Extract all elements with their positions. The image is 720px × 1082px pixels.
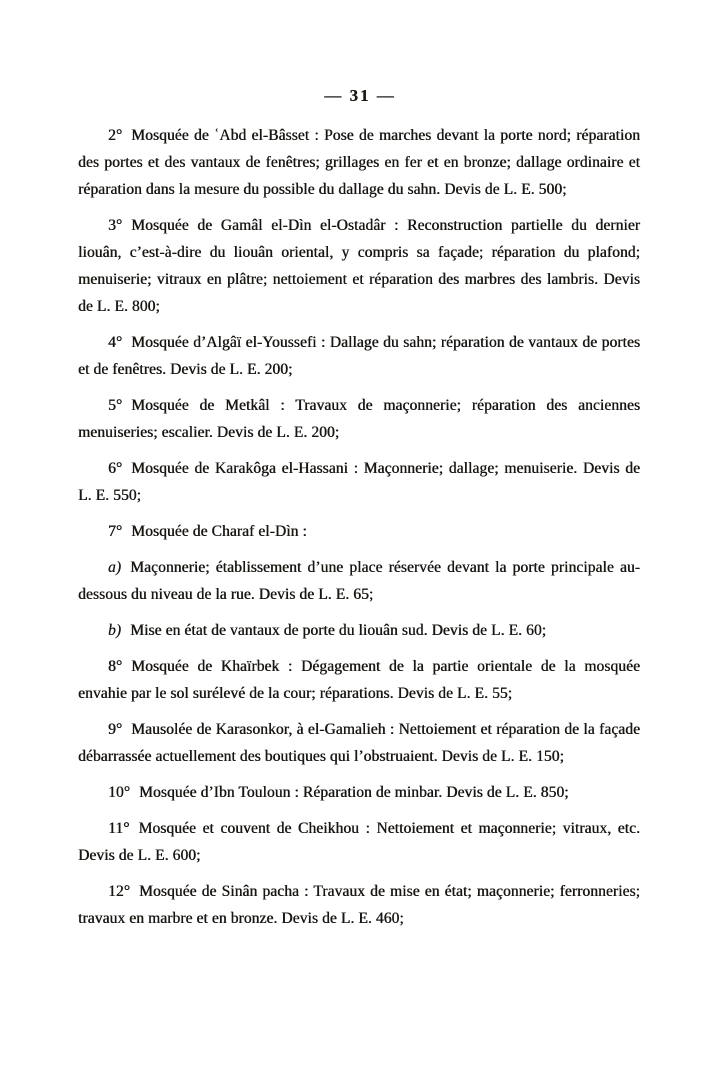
text-block (78, 122, 640, 941)
paragraph-9 (78, 716, 640, 770)
paragraph-marker: 2° (108, 127, 123, 144)
paragraph-10 (78, 779, 640, 806)
paragraph-b (78, 617, 640, 644)
paragraph-marker: 5° (108, 397, 123, 414)
paragraph-marker: 4° (108, 334, 123, 351)
paragraph-text: Mosquée et couvent de Cheikhou : Nettoiement et maçonnerie; vitraux, etc. Devis de L. E. 600; (78, 820, 640, 864)
paragraph-text: Mise en état de vantaux de porte du liouân sud. Devis de L. E. 60; (130, 622, 547, 639)
paragraph-text: Maçonnerie; établissement d’une place réservée devant la porte principale au-dessous du niveau de la rue. Devis de L. E. 65; (78, 559, 640, 603)
paragraph-5 (78, 392, 640, 446)
paragraph-6 (78, 455, 640, 509)
paragraph-8 (78, 653, 640, 707)
paragraph-text: Mausolée de Karasonkor, à el-Gamalieh : Nettoiement et réparation de la façade débarrassée actuellement des boutiques qui l’obstruaient. Devis de L. E. 150; (78, 721, 640, 765)
paragraph-marker: b) (108, 622, 122, 639)
paragraph-marker: 10° (108, 784, 130, 801)
paragraph-text: Mosquée de Sinân pacha : Travaux de mise en état; maçonnerie; ferronneries; travaux en marbre et en bronze. Devis de L. E. 460; (78, 883, 640, 927)
paragraph-2 (78, 122, 640, 203)
paragraph-marker: a) (108, 559, 122, 576)
paragraph-marker: 12° (108, 883, 130, 900)
paragraph-text: Mosquée de Metkâl : Travaux de maçonnerie; réparation des anciennes menuiseries; escalier. Devis de L. E. 200; (78, 397, 640, 441)
paragraph-text: Mosquée de Gamâl el-Dìn el-Ostadâr : Reconstruction partielle du dernier liouân, c’est-à-dire du liouân oriental, y compris sa façade; réparation du plafond; menuiserie; vitraux en plâtre; nettoiement et réparation des marbres des lambris. Devis de L. E. 800; (78, 217, 640, 315)
paragraph-marker: 7° (108, 523, 123, 540)
paragraph-marker: 3° (108, 217, 123, 234)
paragraph-text: Mosquée de Charaf el-Dìn : (131, 523, 307, 540)
paragraph-marker: 6° (108, 460, 123, 477)
paragraph-7 (78, 518, 640, 545)
paragraph-a (78, 554, 640, 608)
paragraph-12 (78, 878, 640, 932)
paragraph-11 (78, 815, 640, 869)
paragraph-marker: 8° (108, 658, 123, 675)
paragraph-text: Mosquée de Khaïrbek : Dégagement de la partie orientale de la mosquée envahie par le sol surélevé de la cour; réparations. Devis de L. E. 55; (78, 658, 640, 702)
paragraph-3 (78, 212, 640, 320)
paragraph-text: Mosquée d’Algâï el-Youssefi : Dallage du sahn; réparation de vantaux de portes et de fenêtres. Devis de L. E. 200; (78, 334, 640, 378)
paragraph-marker: 9° (108, 721, 123, 738)
paragraph-text: Mosquée d’Ibn Touloun : Réparation de minbar. Devis de L. E. 850; (139, 784, 569, 801)
page-number: — 31 — (324, 86, 396, 105)
paragraph-4 (78, 329, 640, 383)
paragraph-text: Mosquée de Karakôga el-Hassani : Maçonnerie; dallage; menuiserie. Devis de L. E. 550; (78, 460, 640, 504)
paragraph-marker: 11° (108, 820, 130, 837)
paragraph-text: Mosquée de ʿAbd el-Bâsset : Pose de marches devant la porte nord; réparation des portes et des vantaux de fenêtres; grillages en fer et en bronze; dallage ordinaire et réparation dans la mesure du possible du dallage du sahn. Devis de L. E. 500; (78, 127, 640, 198)
